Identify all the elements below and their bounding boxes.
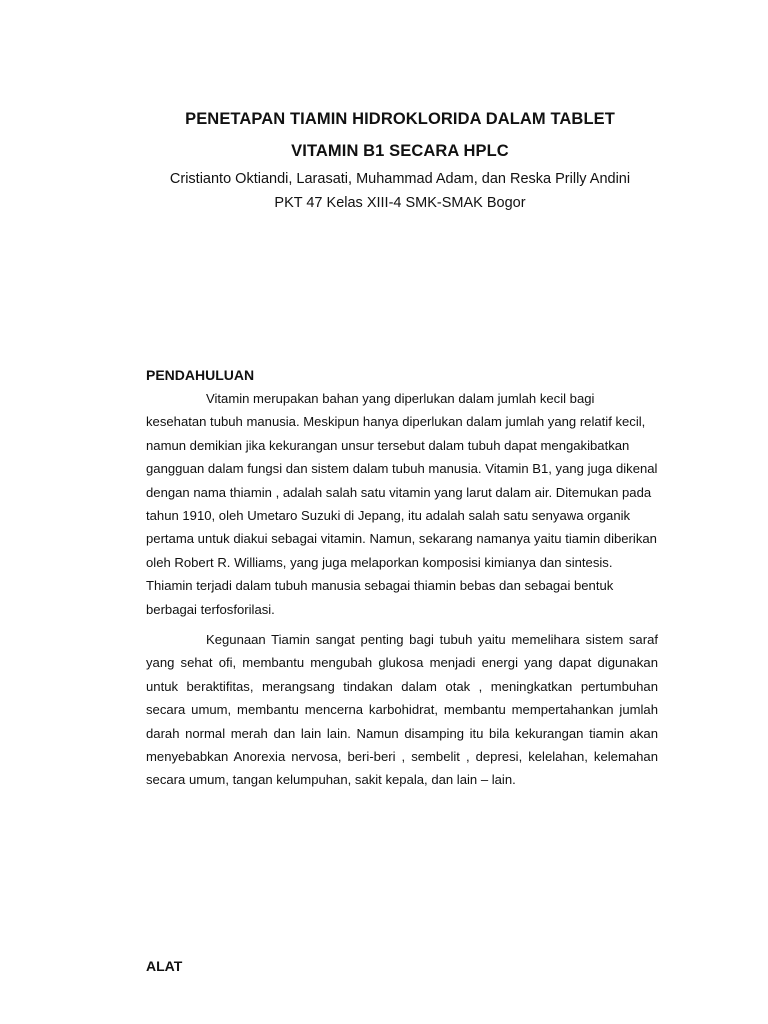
document-title-line1: PENETAPAN TIAMIN HIDROKLORIDA DALAM TABLET: [185, 110, 615, 128]
section-heading-pendahuluan: PENDAHULUAN: [146, 367, 255, 383]
section-heading-alat: ALAT: [146, 958, 183, 974]
pendahuluan-paragraph-1: Vitamin merupakan bahan yang diperlukan dalam jumlah kecil bagi kesehatan tubuh manusia. Meskipun hanya diperlukan dalam jumlah yang relatif kecil, namun demikian jika kekurangan unsur tersebut dalam tubuh dapat mengakibatkan gangguan dalam fungsi dan sistem dalam tubuh manusia. Vitamin B1, yang juga dikenal dengan nama thiamin , adalah salah satu vitamin yang larut dalam air. Ditemukan pada tahun 1910, oleh Umetaro Suzuki di Jepang, itu adalah salah satu senyawa organik pertama untuk diakui sebagai vitamin. Namun, sekarang namanya yaitu tiamin diberikan oleh Robert R. Williams, yang juga melaporkan komposisi kimianya dan sintesis. Thiamin terjadi dalam tubuh manusia sebagai thiamin bebas dan sebagai bentuk berbagai terfosforilasi.: [146, 391, 658, 617]
pendahuluan-paragraph-2: Kegunaan Tiamin sangat penting bagi tubuh yaitu memelihara sistem saraf yang sehat ofi, membantu mengubah glukosa menjadi energi yang dapat digunakan untuk beraktifitas, merangsang tindakan dalam otak , meningkatkan pertumbuhan secara umum, membantu mencerna karbohidrat, membantu mempertahankan jumlah darah normal merah dan lain lain. Namun disamping itu bila kekurangan tiamin akan menyebabkan Anorexia nervosa, beri-beri , sembelit , depresi, kelelahan, kelemahan secara umum, tangan kelumpuhan, sakit kepala, dan lain – lain.: [146, 632, 658, 788]
document-title-line2: VITAMIN B1 SECARA HPLC: [291, 142, 509, 160]
affiliation: PKT 47 Kelas XIII-4 SMK-SMAK Bogor: [274, 195, 526, 211]
author-list: Cristianto Oktiandi, Larasati, Muhammad Adam, dan Reska Prilly Andini: [169, 171, 631, 187]
